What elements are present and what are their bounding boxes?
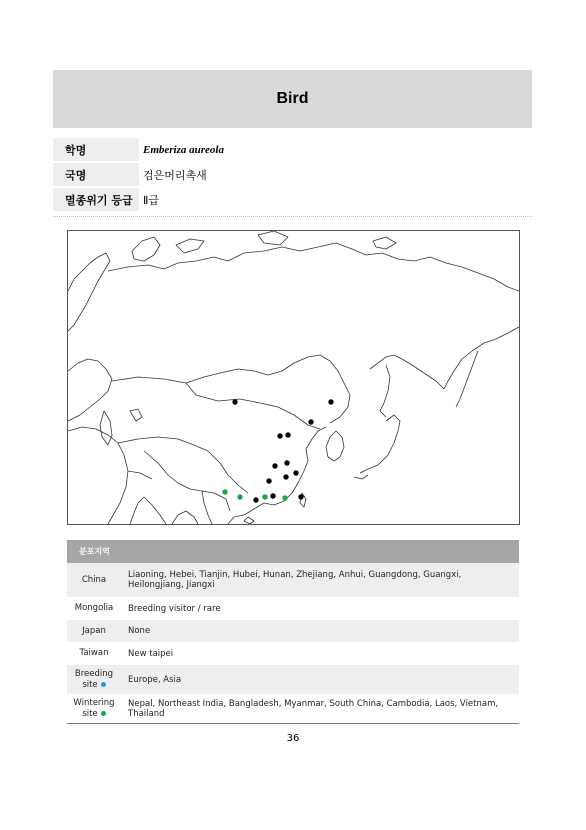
region-line-with-dot <box>67 709 121 720</box>
table-row-china <box>67 563 519 597</box>
page-number: 36 <box>286 733 300 744</box>
section-divider <box>53 216 532 217</box>
record-point <box>284 460 289 465</box>
record-point <box>285 432 290 437</box>
distribution-header: 분포지역 <box>67 540 519 563</box>
scientific-name-value: Emberiza aureola <box>143 143 224 156</box>
table-row-breeding <box>67 665 519 694</box>
record-point <box>277 433 282 438</box>
region-cell: Taiwan <box>79 648 109 658</box>
breeding-dot-icon <box>101 682 106 687</box>
detail-cell: Breeding visitor / rare <box>128 603 221 614</box>
record-point <box>266 478 271 483</box>
region-line: site <box>82 679 98 690</box>
region-line: Breeding <box>74 668 114 679</box>
table-row-taiwan <box>67 642 519 665</box>
record-point <box>253 497 258 502</box>
common-name-row <box>53 162 532 187</box>
record-point <box>283 474 288 479</box>
region-cell: China <box>81 574 107 585</box>
scientific-name-label: 학명 <box>53 138 139 161</box>
region-line: site <box>82 708 98 719</box>
table-bottom-rule <box>67 723 519 724</box>
region-cell: Mongolia <box>74 603 114 613</box>
table-row-mongolia <box>67 597 519 620</box>
record-point <box>298 494 303 499</box>
region-cell <box>67 669 121 691</box>
detail-cell: Europe, Asia <box>128 674 182 685</box>
wintering-point <box>237 494 242 499</box>
grade-value: Ⅱ급 <box>143 193 160 207</box>
record-point <box>232 399 237 404</box>
wintering-point <box>282 495 287 500</box>
record-point <box>293 470 298 475</box>
wintering-point <box>262 494 267 499</box>
record-point <box>308 419 313 424</box>
grade-row <box>53 187 532 212</box>
wintering-point <box>222 489 227 494</box>
distribution-map <box>67 230 520 525</box>
distribution-table <box>67 540 519 724</box>
record-point <box>270 493 275 498</box>
table-row-japan <box>67 620 519 642</box>
wintering-dot-icon <box>101 711 106 716</box>
record-point <box>272 463 277 468</box>
detail-cell: Nepal, Northeast India, Bangladesh, Myanmar, South China, Cambodia, Laos, Vietnam, Thailand <box>128 698 499 719</box>
region-cell: Japan <box>82 625 106 636</box>
map-svg <box>68 231 519 524</box>
species-info <box>53 137 532 212</box>
detail-cell: Liaoning, Hebei, Tianjin, Hubei, Hunan, Zhejiang, Anhui, Guangdong, Guangxi, Heilongjiang, Jiangxi <box>128 570 462 590</box>
coastlines <box>68 231 519 524</box>
region-cell <box>67 698 121 720</box>
common-name-label: 국명 <box>53 163 139 186</box>
record-points <box>222 399 333 502</box>
common-name-value: 검은머리촉새 <box>143 168 207 182</box>
table-row-wintering <box>67 694 519 723</box>
page-title: Bird <box>276 90 309 107</box>
record-point <box>328 399 333 404</box>
grade-label: 멸종위기 등급 <box>53 188 139 211</box>
region-line-with-dot <box>67 680 121 691</box>
detail-cell: None <box>128 626 151 636</box>
scientific-name-row <box>53 137 532 162</box>
detail-cell: New taipei <box>128 648 174 659</box>
page-header <box>53 70 532 128</box>
region-line: Wintering <box>73 697 115 708</box>
